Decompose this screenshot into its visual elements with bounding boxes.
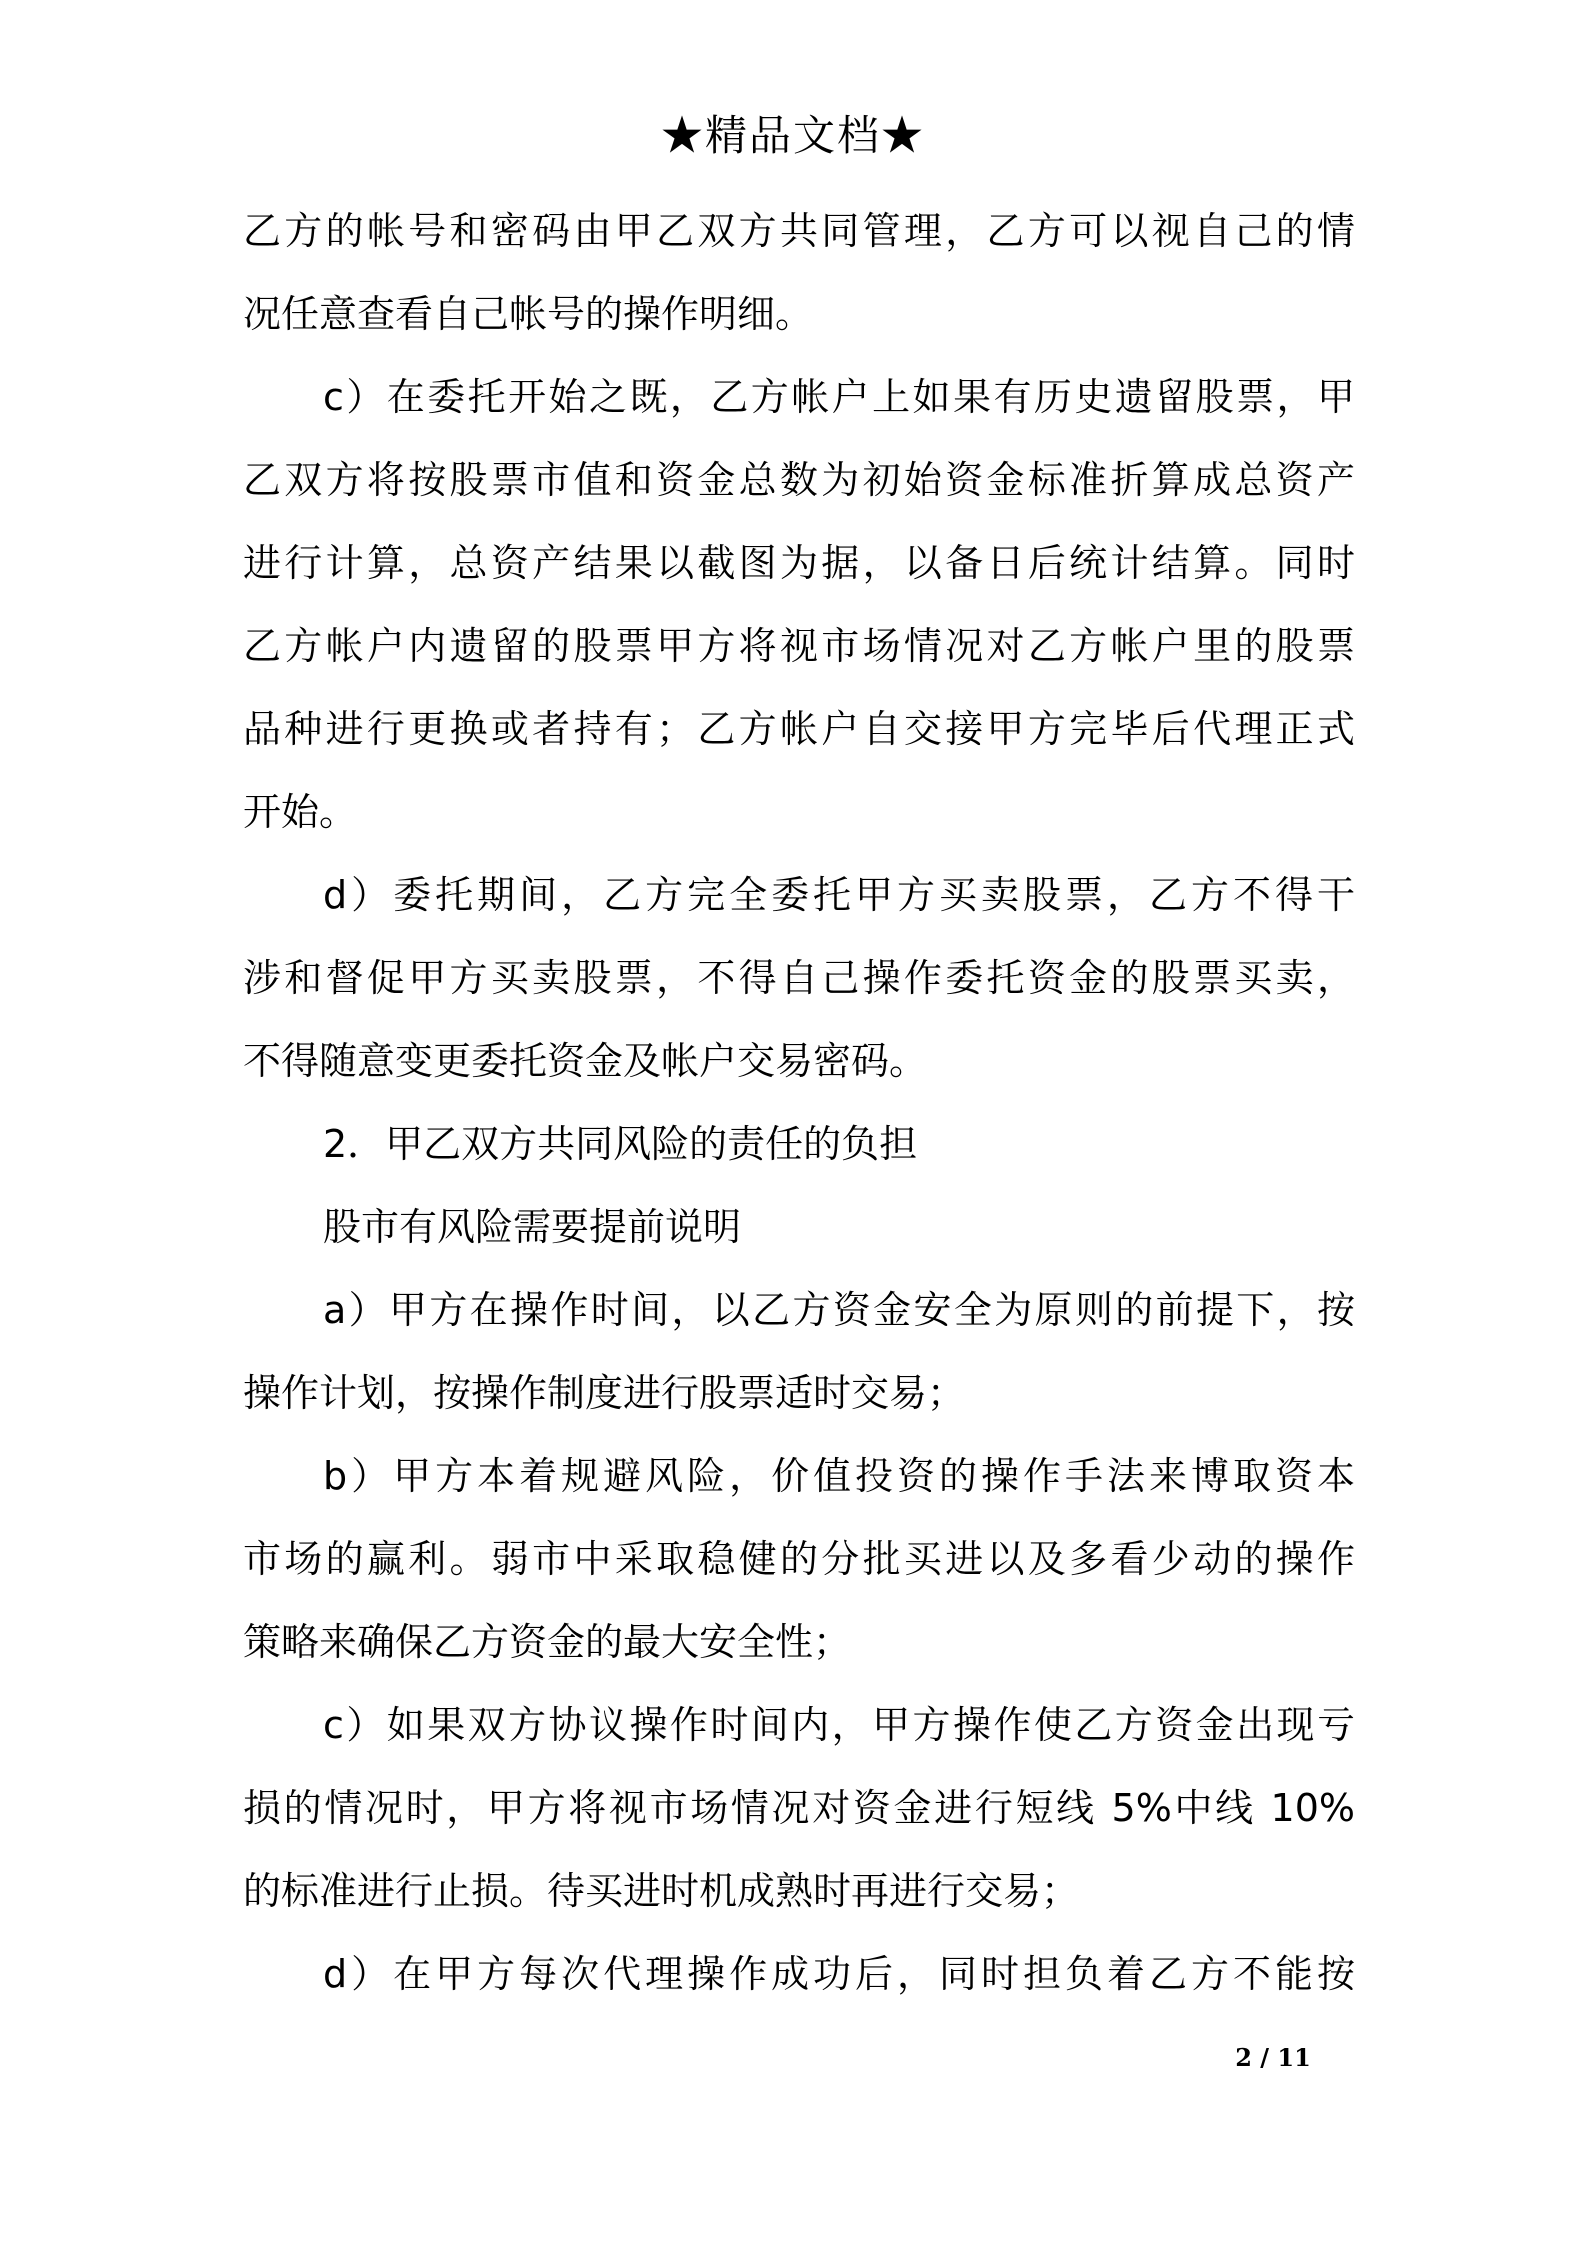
page-number: 2 / 11	[1235, 2043, 1311, 2072]
text-line: 股市有风险需要提前说明	[323, 1205, 742, 1249]
text-line: 损的情况时，甲方将视市场情况对资金进行短线 5%中线 10%	[243, 1786, 1355, 1830]
document-body	[243, 190, 1355, 2016]
text-line: 的标准进行止损。待买进时机成熟时再进行交易；	[243, 1869, 1080, 1913]
text-line: 操作计划，按操作制度进行股票适时交易；	[243, 1371, 966, 1415]
text-line: a）甲方在操作时间，以乙方资金安全为原则的前提下，按	[323, 1288, 1355, 1332]
text-line: 乙方的帐号和密码由甲乙双方共同管理，乙方可以视自己的情	[243, 209, 1355, 253]
text-line: 市场的赢利。弱市中采取稳健的分批买进以及多看少动的操作	[243, 1537, 1355, 1581]
text-line: c）在委托开始之既，乙方帐户上如果有历史遗留股票，甲	[323, 375, 1355, 419]
text-line: 涉和督促甲方买卖股票，不得自己操作委托资金的股票买卖，	[243, 956, 1355, 1000]
section-heading: 2．甲乙双方共同风险的责任的负担	[323, 1122, 918, 1166]
text-line: c）如果双方协议操作时间内，甲方操作使乙方资金出现亏	[323, 1703, 1355, 1747]
text-line: b）甲方本着规避风险，价值投资的操作手法来博取资本	[323, 1454, 1355, 1498]
text-line: 况任意查看自己帐号的操作明细。	[243, 292, 814, 336]
text-line: 进行计算，总资产结果以截图为据，以备日后统计结算。同时	[243, 541, 1355, 585]
text-line: 乙双方将按股票市值和资金总数为初始资金标准折算成总资产	[243, 458, 1355, 502]
text-line: 开始。	[243, 790, 358, 834]
text-line: 不得随意变更委托资金及帐户交易密码。	[243, 1039, 928, 1083]
text-line: d）在甲方每次代理操作成功后，同时担负着乙方不能按	[323, 1952, 1355, 1996]
text-line: 乙方帐户内遗留的股票甲方将视市场情况对乙方帐户里的股票	[243, 624, 1355, 668]
document-header-title: ★精品文档★	[660, 111, 925, 160]
text-line: 策略来确保乙方资金的最大安全性；	[243, 1620, 852, 1664]
text-line: d）委托期间，乙方完全委托甲方买卖股票，乙方不得干	[323, 873, 1355, 917]
text-line: 品种进行更换或者持有；乙方帐户自交接甲方完毕后代理正式	[243, 707, 1355, 751]
